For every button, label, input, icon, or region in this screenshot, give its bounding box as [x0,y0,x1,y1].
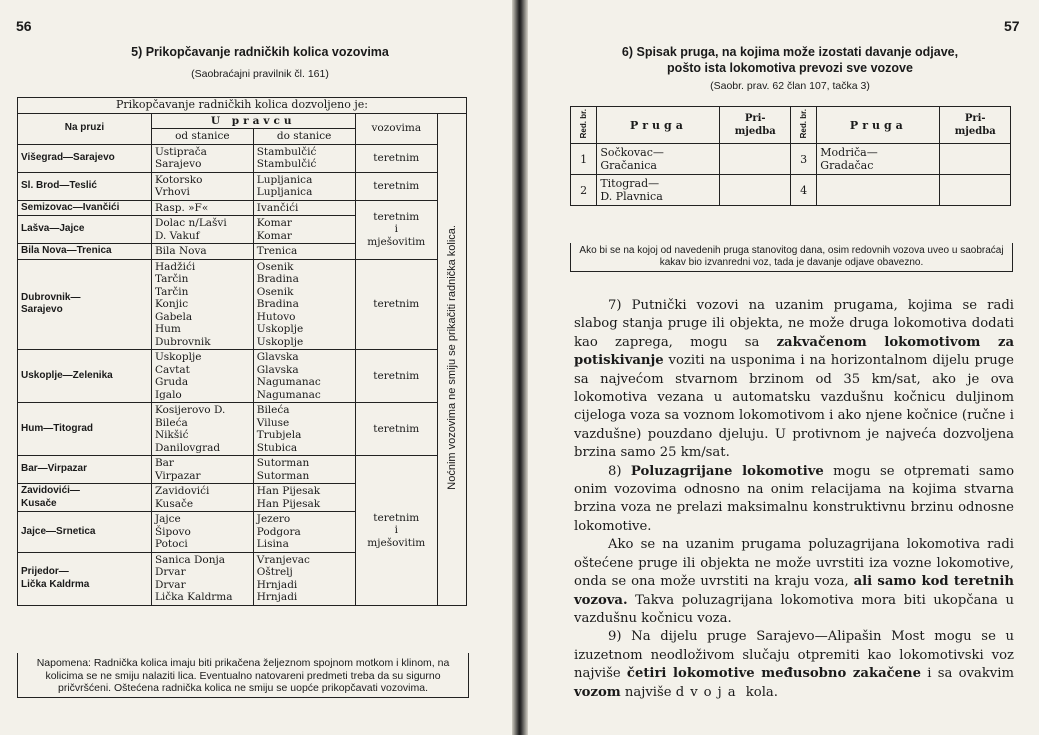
body-text [574,297,1014,702]
from-cell: Bila Nova [151,244,253,260]
paragraph-7: 7) Putnički vozovi na uzanim prugama, kojima se radi slabog stanja pruge ili objekta, ne može druga lokomotiva dodati kao zaprega, mogu sa zakvačenom lokomotivom za potiskivanje voziti na usponima i na horizontalnom dijelu pruge sa najvećom stvarnom brzinom od 35 km/sat, ako je ova lokomotiva vezana u automatsku vazdušnu kočnicu duljinom cijeloga voza sa voznom lokomotivom i ako njene kočnice (ručne i vazdušne) pouzdano djeluju. U protivnom je najveća dozvoljena brzina samo 25 km/sat. [574,298,1014,461]
section-subtitle: (Saobr. prav. 62 član 107, tačka 3) [710,80,870,92]
to-cell: Han Pijesak Han Pijesak [253,484,355,512]
num-cell: 1 [571,144,597,175]
trains-cell: teretnim [355,350,438,403]
route-cell: Lašva—Jajce [18,216,152,244]
col-header-route-2: Pruga [817,107,940,144]
col-header-to: do stanice [253,129,355,145]
paragraph-9: 9) Na dijelu pruge Sarajevo—Alipašin Most mogu se u izuzetnom neodloživom slučaju otpremiti kao lokomotivski voz najviše četiri lokomotive međusobno zakačene i sa ovakvim vozom najviše dvoja kola. [574,629,1014,700]
paragraph-8-continued: Ako se na uzanim prugama poluzagrijana lokomotiva radi oštećene pruge ili objekta ne može uvrstiti iza vozne lokomotive, onda se ona može uvrstiti na kraju voza, ali samo kod teretnih vozova. Takva poluzagrijana lokomotiva mora biti ukopčana u vazdušnu kočnicu voza. [574,537,1015,626]
num-cell: 2 [571,175,597,206]
col-header-num: Red. br. [571,107,597,144]
from-cell: Ustiprača Sarajevo [151,144,253,172]
section-title-line1: 6) Spisak pruga, na kojima može izostati davanje odjave, [621,45,959,59]
trains-cell: teretnim i mješovitim [355,200,438,259]
to-cell: Bileća Viluse Trubjela Stubica [253,403,355,456]
remark-text: Noćnim vozovima ne smiju se prikačiti radnička kolica. [445,224,458,490]
col-header-route: Pruga [597,107,720,144]
section-title: 5) Prikopčavanje radničkih kolica vozovima [131,45,389,59]
route-cell: Jajce—Srnetica [18,512,152,553]
table-row [18,403,467,456]
from-cell: Zavidovići Kusače [151,484,253,512]
from-cell: Jajce Šipovo Potoci [151,512,253,553]
section-title-line2: pošto ista lokomotiva prevozi sve vozove [667,61,913,75]
book-gutter [512,0,528,735]
to-cell: Trenica [253,244,355,260]
section-subtitle: (Saobraćajni pravilnik čl. 161) [191,68,329,80]
to-cell: Osenik Bradina Osenik Bradina Hutovo Uskoplje Uskoplje [253,259,355,350]
route-cell: Uskoplje—Zelenika [18,350,152,403]
table-note: Ako bi se na kojoj od navedenih pruga stanovitog dana, osim redovnih vozova uveo u saobraćaj kakav bio izvanredni voz, tada je davanje odjave obavezno. [570,243,1013,272]
remark-cell [940,175,1011,206]
route-cell: Titograd— D. Plavnica [597,175,720,206]
num-cell: 4 [790,175,816,206]
route-cell: Sl. Brod—Teslić [18,172,152,200]
table-row [18,456,467,484]
to-cell: Sutorman Sutorman [253,456,355,484]
from-cell: Bar Virpazar [151,456,253,484]
route-cell: Modriča— Gradačac [817,144,940,175]
to-cell: Stambulčić Stambulčić [253,144,355,172]
to-cell: Glavska Glavska Nagumanac Nagumanac [253,350,355,403]
trains-cell: teretnim i mješovitim [355,456,438,606]
from-cell: Sanica Donja Drvar Drvar Lička Kaldrma [151,552,253,605]
col-header-trains: vozovima [355,113,438,144]
from-cell: Uskoplje Cavtat Gruda Igalo [151,350,253,403]
trains-cell: teretnim [355,144,438,172]
col-header-num-2: Red. br. [790,107,816,144]
trains-cell: teretnim [355,172,438,200]
table-row [18,200,467,216]
wagon-coupling-table [17,97,467,606]
route-cell: Sočkovac— Gračanica [597,144,720,175]
table-row [18,172,467,200]
route-cell [817,175,940,206]
to-cell: Lupljanica Lupljanica [253,172,355,200]
remark-cell [720,144,791,175]
col-header-from: od stanice [151,129,253,145]
route-list-table [570,106,1011,206]
route-cell: Prijedor— Lička Kaldrma [18,552,152,605]
col-header-route: Na pruzi [18,113,152,144]
route-cell: Višegrad—Sarajevo [18,144,152,172]
remark-column [438,113,467,605]
route-cell: Zavidovići— Kusače [18,484,152,512]
route-cell: Dubrovnik— Sarajevo [18,259,152,350]
to-cell: Vranjevac Oštrelj Hrnjadi Hrnjadi [253,552,355,605]
from-cell: Hadžići Tarčin Tarčin Konjic Gabela Hum Dubrovnik [151,259,253,350]
table-row [18,350,467,403]
from-cell: Dolac n/Lašvi D. Vakuf [151,216,253,244]
left-page [0,0,512,735]
remark-cell [940,144,1011,175]
table-row [571,144,1011,175]
route-cell: Bar—Virpazar [18,456,152,484]
table-row [18,144,467,172]
page-number: 56 [16,18,32,34]
remark-cell [720,175,791,206]
from-cell: Kosijerovo D. Bileća Nikšić Danilovgrad [151,403,253,456]
num-cell: 3 [790,144,816,175]
to-cell: Ivančići [253,200,355,216]
table-note: Napomena: Radnička kolica imaju biti prikačena željeznom spojnom motkom i klinom, na kolicima se ne smiju nalaziti lica. Eventualno natovareni predmeti treba da su sigurno pričvršćeni. Oštećena radnička kolica ne smiju se uopće prikopčavati vozovima. [17,653,469,698]
to-cell: Komar Komar [253,216,355,244]
trains-cell: teretnim [355,403,438,456]
route-cell: Semizovac—Ivančići [18,200,152,216]
paragraph-8: 8) Poluzagrijane lokomotive mogu se otpremati samo onim vozovima odnosno na onim relacijama na kojima stvarna brzina voza ne prelazi maksimalnu konstruktivnu brzinu odnosne lokomotive. [574,463,1015,534]
route-cell: Bila Nova—Trenica [18,244,152,260]
trains-cell: teretnim [355,259,438,350]
route-cell: Hum—Titograd [18,403,152,456]
col-header-remark: Pri- mjedba [720,107,791,144]
to-cell: Jezero Podgora Lisina [253,512,355,553]
page-number: 57 [1004,18,1020,34]
table-caption: Prikopčavanje radničkih kolica dozvoljeno je: [18,98,467,114]
from-cell: Rasp. »F« [151,200,253,216]
col-header-remark-2: Pri- mjedba [940,107,1011,144]
from-cell: Kotorsko Vrhovi [151,172,253,200]
table-row [571,175,1011,206]
table-row [18,259,467,350]
col-header-direction: U pravcu [151,113,355,129]
